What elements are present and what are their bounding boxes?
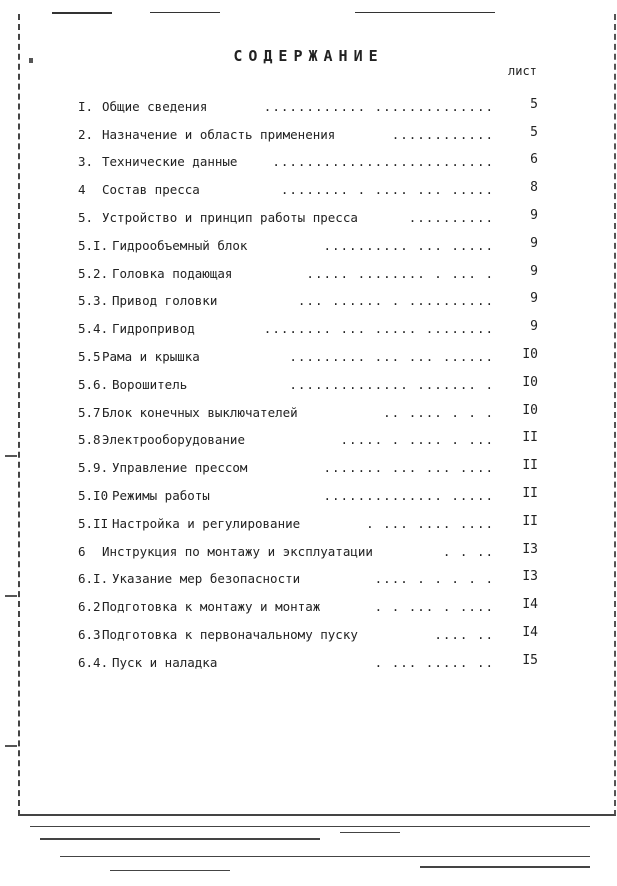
toc-entry-title: Гидропривод xyxy=(112,321,195,337)
toc-entry-title: Рама и крышка xyxy=(102,348,200,364)
toc-entry-title: Управление прессом xyxy=(112,460,248,476)
toc-entry-number: 2. xyxy=(78,126,94,142)
toc-entry-number: 3. xyxy=(78,154,94,170)
toc-leader-dots: .......... xyxy=(408,209,494,225)
toc-entry-number: 5.I0 xyxy=(78,487,109,503)
toc-entry-number: 5.I. xyxy=(78,237,109,253)
toc-entry xyxy=(78,451,538,479)
toc-entry xyxy=(78,118,538,146)
toc-entry xyxy=(78,312,538,340)
toc-entry xyxy=(78,618,538,646)
toc-entry-page: II xyxy=(522,485,538,501)
toc-entry-page: 9 xyxy=(530,235,538,251)
toc-leader-dots: ....... ... ... .... xyxy=(323,460,494,476)
toc-entry-page: II xyxy=(522,458,538,474)
scan-mark xyxy=(355,12,495,13)
toc-entry-title: Подготовка к первоначальному пуску xyxy=(102,626,358,642)
toc-entry-title: Гидрообъемный блок xyxy=(112,237,248,253)
toc-entry-page: I4 xyxy=(522,597,538,613)
toc-leader-dots: ..... . .... . ... xyxy=(340,432,494,448)
toc-entry-page: 5 xyxy=(530,96,538,112)
table-of-contents xyxy=(78,90,538,674)
toc-entry xyxy=(78,563,538,591)
toc-entry-page: I3 xyxy=(522,569,538,585)
toc-entry-number: 5.3. xyxy=(78,293,109,309)
toc-entry xyxy=(78,590,538,618)
toc-leader-dots: .............. ....... . xyxy=(289,376,494,392)
toc-leader-dots: .......... ... ..... xyxy=(323,237,494,253)
toc-leader-dots: ........ ... ..... ........ xyxy=(263,321,494,337)
toc-entry-page: I0 xyxy=(522,402,538,418)
toc-entry-page: II xyxy=(522,430,538,446)
toc-entry-number: 5. xyxy=(78,209,94,225)
scan-mark xyxy=(5,455,17,457)
page-title: СОДЕРЖАНИЕ xyxy=(233,47,384,65)
toc-entry-page: I0 xyxy=(522,374,538,390)
toc-entry xyxy=(78,146,538,174)
toc-entry xyxy=(78,396,538,424)
toc-entry xyxy=(78,201,538,229)
toc-entry xyxy=(78,229,538,257)
toc-entry-title: Режимы работы xyxy=(112,487,210,503)
toc-leader-dots: ... ...... . .......... xyxy=(297,293,494,309)
toc-entry-number: 6.3 xyxy=(78,626,101,642)
toc-entry-title: Ворошитель xyxy=(112,376,188,392)
toc-leader-dots: . ... .... .... xyxy=(366,515,494,531)
toc-entry-number: 6.I. xyxy=(78,571,109,587)
toc-entry-title: Назначение и область применения xyxy=(102,126,336,142)
toc-entry-number: 5.4. xyxy=(78,321,109,337)
toc-entry-title: Устройство и принцип работы пресса xyxy=(102,209,358,225)
toc-entry-page: I0 xyxy=(522,346,538,362)
toc-entry-number: 6.4. xyxy=(78,654,109,670)
scan-mark xyxy=(150,12,220,13)
toc-leader-dots: .... .. xyxy=(434,626,494,642)
toc-entry-title: Головка подающая xyxy=(112,265,233,281)
toc-entry-page: 9 xyxy=(530,263,538,279)
toc-entry-title: Общие сведения xyxy=(102,98,208,114)
toc-entry-page: II xyxy=(522,513,538,529)
toc-entry-page: 9 xyxy=(530,319,538,335)
toc-entry-page: I3 xyxy=(522,541,538,557)
toc-entry-page: 9 xyxy=(530,207,538,223)
toc-leader-dots: .............. ..... xyxy=(323,487,494,503)
toc-entry-number: 5.8 xyxy=(78,432,101,448)
toc-entry xyxy=(78,368,538,396)
toc-entry-number: 6 xyxy=(78,543,86,559)
toc-entry xyxy=(78,257,538,285)
toc-leader-dots: .......................... xyxy=(272,154,494,170)
toc-leader-dots: .... . . . . . xyxy=(374,571,494,587)
toc-entry-page: 5 xyxy=(530,124,538,140)
toc-entry xyxy=(78,285,538,313)
toc-entry-page: 8 xyxy=(530,180,538,196)
toc-entry-number: 5.5 xyxy=(78,348,101,364)
toc-leader-dots: ............ xyxy=(391,126,494,142)
toc-entry xyxy=(78,507,538,535)
toc-leader-dots: ......... ... ... ...... xyxy=(289,348,494,364)
toc-entry-title: Технические данные xyxy=(102,154,238,170)
toc-entry xyxy=(78,646,538,674)
toc-leader-dots: .. .... . . . xyxy=(383,404,494,420)
toc-entry xyxy=(78,479,538,507)
toc-entry-number: 6.2 xyxy=(78,599,101,615)
toc-entry-page: I4 xyxy=(522,624,538,640)
toc-entry xyxy=(78,173,538,201)
toc-entry-page: 6 xyxy=(530,152,538,168)
toc-entry-title: Настройка и регулирование xyxy=(112,515,301,531)
toc-leader-dots: . . .. xyxy=(442,543,494,559)
toc-entry xyxy=(78,424,538,452)
toc-entry-title: Инструкция по монтажу и эксплуатации xyxy=(102,543,373,559)
toc-leader-dots: . ... ..... .. xyxy=(374,654,494,670)
toc-entry xyxy=(78,535,538,563)
toc-entry-number: 5.6. xyxy=(78,376,109,392)
toc-entry-number: I. xyxy=(78,98,94,114)
toc-entry-page: 9 xyxy=(530,291,538,307)
toc-entry-number: 4 xyxy=(78,182,86,198)
toc-entry xyxy=(78,90,538,118)
toc-leader-dots: ............ .............. xyxy=(263,98,494,114)
toc-leader-dots: ..... ........ . ... . xyxy=(306,265,494,281)
toc-entry-number: 5.2. xyxy=(78,265,109,281)
toc-entry-title: Блок конечных выключателей xyxy=(102,404,298,420)
toc-leader-dots: ........ . .... ... ..... xyxy=(280,182,494,198)
toc-entry-title: Состав пресса xyxy=(102,182,200,198)
toc-entry xyxy=(78,340,538,368)
toc-entry-title: Привод головки xyxy=(112,293,218,309)
toc-entry-number: 5.II xyxy=(78,515,109,531)
toc-leader-dots: . . ... . .... xyxy=(374,599,494,615)
toc-entry-number: 5.7 xyxy=(78,404,101,420)
scan-mark xyxy=(5,745,17,747)
sheet-column-header: лист xyxy=(508,64,537,78)
toc-entry-title: Электрооборудование xyxy=(102,432,245,448)
scan-mark xyxy=(5,595,17,597)
toc-entry-title: Подготовка к монтажу и монтаж xyxy=(102,599,321,615)
toc-entry-page: I5 xyxy=(522,652,538,668)
toc-entry-title: Указание мер безопасности xyxy=(112,571,301,587)
toc-entry-title: Пуск и наладка xyxy=(112,654,218,670)
toc-entry-number: 5.9. xyxy=(78,460,109,476)
